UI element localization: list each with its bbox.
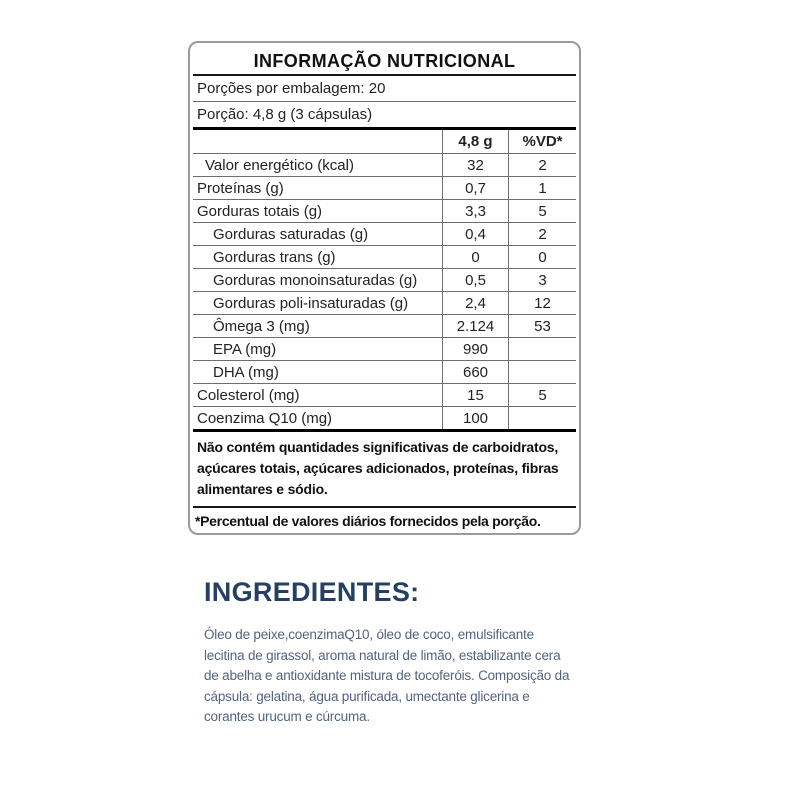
daily-value-footnote: *Percentual de valores diários fornecidos pela porção. bbox=[195, 513, 541, 529]
table-row bbox=[193, 384, 576, 407]
row-amount: 2.124 bbox=[442, 315, 508, 337]
ingredients-text-line: corantes urucum e cúrcuma. bbox=[204, 709, 370, 724]
row-amount: 2,4 bbox=[442, 292, 508, 314]
table-row bbox=[193, 246, 576, 269]
row-daily-value: 2 bbox=[508, 154, 576, 176]
row-amount: 0 bbox=[442, 246, 508, 268]
ingredients-text bbox=[204, 625, 569, 728]
servings-per-package: Porções por embalagem: 20 bbox=[193, 76, 576, 102]
table-row bbox=[193, 407, 576, 429]
row-daily-value bbox=[508, 361, 576, 383]
row-label: Proteínas (g) bbox=[197, 179, 284, 197]
table-row bbox=[193, 200, 576, 223]
row-daily-value: 5 bbox=[508, 384, 576, 406]
row-label: Gorduras saturadas (g) bbox=[213, 225, 369, 243]
ingredients-heading: INGREDIENTES: bbox=[204, 577, 420, 607]
column-header-amount: 4,8 g bbox=[442, 130, 508, 153]
ingredients-text-line: cápsula: gelatina, água purificada, umectante glicerina e bbox=[204, 688, 530, 704]
ingredients-text-line: de abelha e antioxidante mistura de tocoferóis. Composição da bbox=[204, 668, 570, 683]
table-header-empty-cell bbox=[193, 130, 442, 153]
nutrition-label bbox=[188, 41, 581, 535]
row-label: Gorduras trans (g) bbox=[213, 248, 336, 266]
row-amount: 0,7 bbox=[442, 177, 508, 199]
table-row bbox=[193, 315, 576, 338]
table-header-row bbox=[193, 130, 576, 154]
row-daily-value: 2 bbox=[508, 223, 576, 245]
table-row bbox=[193, 269, 576, 292]
table-row bbox=[193, 223, 576, 246]
row-amount: 32 bbox=[442, 154, 508, 176]
nutrition-label-title: INFORMAÇÃO NUTRICIONAL bbox=[193, 49, 576, 76]
row-label: Coenzima Q10 (mg) bbox=[197, 409, 333, 427]
ingredients-text-line: Óleo de peixe,coenzimaQ10, óleo de coco, emulsificante bbox=[204, 627, 534, 642]
row-daily-value bbox=[508, 407, 576, 429]
row-daily-value: 1 bbox=[508, 177, 576, 199]
row-amount: 990 bbox=[442, 338, 508, 360]
row-amount: 15 bbox=[442, 384, 508, 406]
row-daily-value: 53 bbox=[508, 315, 576, 337]
serving-size: Porção: 4,8 g (3 cápsulas) bbox=[193, 102, 576, 130]
ingredients-section bbox=[204, 577, 569, 728]
row-daily-value: 5 bbox=[508, 200, 576, 222]
row-amount: 3,3 bbox=[442, 200, 508, 222]
insignificant-nutrients-note: Não contém quantidades significativas de carboidratos, açúcares totais, açúcares adicionados, proteínas, fibras alimentares e sódio. bbox=[193, 432, 576, 508]
table-row bbox=[193, 154, 576, 177]
row-amount: 0,5 bbox=[442, 269, 508, 291]
row-daily-value: 3 bbox=[508, 269, 576, 291]
row-amount: 0,4 bbox=[442, 223, 508, 245]
row-label: Gorduras poli-insaturadas (g) bbox=[213, 294, 409, 312]
table-row bbox=[193, 361, 576, 384]
row-daily-value: 0 bbox=[508, 246, 576, 268]
nutrition-table-body bbox=[193, 154, 576, 432]
row-label: Gorduras monoinsaturadas (g) bbox=[213, 271, 418, 289]
row-label: Ômega 3 (mg) bbox=[213, 317, 310, 335]
ingredients-text-line: lecitina de girassol, aroma natural de limão, estabilizante cera bbox=[204, 647, 561, 663]
row-label: Colesterol (mg) bbox=[197, 386, 300, 404]
row-label: Valor energético (kcal) bbox=[205, 156, 354, 174]
table-row bbox=[193, 338, 576, 361]
table-row bbox=[193, 292, 576, 315]
row-label: DHA (mg) bbox=[213, 363, 279, 381]
row-label: EPA (mg) bbox=[213, 340, 277, 358]
row-amount: 660 bbox=[442, 361, 508, 383]
column-header-daily-value: %VD* bbox=[508, 130, 576, 153]
row-daily-value bbox=[508, 338, 576, 360]
row-label: Gorduras totais (g) bbox=[197, 202, 323, 220]
table-row bbox=[193, 177, 576, 200]
row-daily-value: 12 bbox=[508, 292, 576, 314]
row-amount: 100 bbox=[442, 407, 508, 429]
